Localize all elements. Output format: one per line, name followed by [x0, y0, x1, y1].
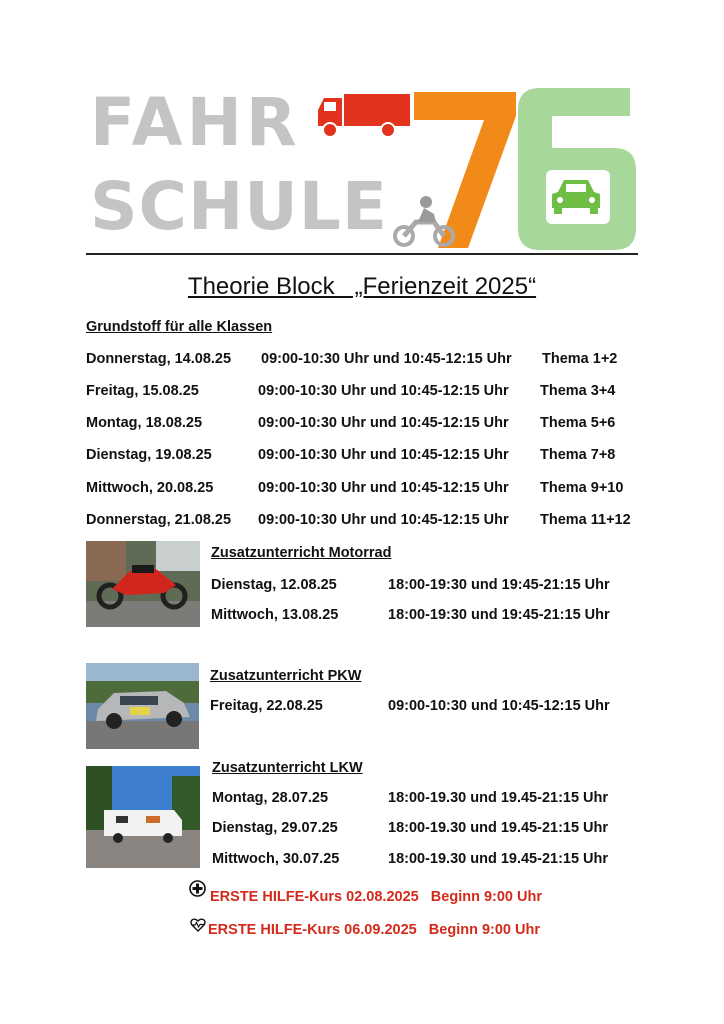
- time-cell: 09:00-10:30 Uhr und 10:45-12:15 Uhr: [258, 512, 509, 528]
- day-cell: Donnerstag, 14.08.25: [86, 351, 232, 367]
- first-aid-course-1: ERSTE HILFE-Kurs 02.08.2025 Beginn 9:00 Uhr: [210, 889, 542, 905]
- header-divider: [86, 253, 638, 255]
- time-cell: 18:00-19.30 und 19.45-21:15 Uhr: [388, 820, 609, 836]
- day-cell: Montag, 18.08.25: [86, 415, 203, 431]
- time-cell: 18:00-19.30 und 19.45-21:15 Uhr: [388, 851, 609, 867]
- day-cell: Mittwoch, 20.08.25: [86, 480, 214, 496]
- page-title: [0, 273, 724, 301]
- pkw-heading: Zusatzunterricht PKW: [210, 668, 362, 684]
- day-cell: Freitag, 15.08.25: [86, 383, 199, 399]
- time-cell: 09:00-10:30 Uhr und 10:45-12:15 Uhr: [258, 480, 509, 496]
- day-cell: Mittwoch, 30.07.25: [212, 851, 340, 867]
- day-cell: Dienstag, 12.08.25: [211, 577, 337, 593]
- logo-word-fahr: FAHR: [90, 84, 301, 161]
- first-aid-course-2: ERSTE HILFE-Kurs 06.09.2025 Beginn 9:00 Uhr: [208, 922, 540, 938]
- motorcycle-photo: [86, 541, 200, 627]
- topic-cell: Thema 9+10: [540, 480, 624, 496]
- logo-number-6: [518, 88, 636, 250]
- logo-word-schule: SCHULE: [90, 168, 388, 245]
- truck-icon: [316, 90, 412, 140]
- car-photo: [86, 663, 199, 749]
- grundstoff-heading: Grundstoff für alle Klassen: [86, 319, 273, 335]
- logo: [86, 84, 638, 250]
- time-cell: 09:00-10:30 Uhr und 10:45-12:15 Uhr: [258, 447, 509, 463]
- lkw-heading: Zusatzunterricht LKW: [212, 760, 363, 776]
- heartbeat-icon: [190, 917, 206, 933]
- day-cell: Montag, 28.07.25: [212, 790, 329, 806]
- day-cell: Mittwoch, 13.08.25: [211, 607, 339, 623]
- time-cell: 09:00-10:30 und 10:45-12:15 Uhr: [388, 698, 610, 714]
- day-cell: Freitag, 22.08.25: [210, 698, 323, 714]
- motorhome-photo: [86, 766, 200, 868]
- time-cell: 09:00-10:30 Uhr und 10:45-12:15 Uhr: [258, 383, 509, 399]
- time-cell: 18:00-19.30 und 19.45-21:15 Uhr: [388, 790, 609, 806]
- motorrad-heading: Zusatzunterricht Motorrad: [211, 545, 392, 561]
- topic-cell: Thema 7+8: [540, 447, 616, 463]
- time-cell: 09:00-10:30 Uhr und 10:45-12:15 Uhr: [258, 415, 509, 431]
- topic-cell: Thema 1+2: [542, 351, 618, 367]
- first-aid-cross-icon: [189, 880, 206, 897]
- day-cell: Dienstag, 19.08.25: [86, 447, 212, 463]
- time-cell: 18:00-19:30 und 19:45-21:15 Uhr: [388, 577, 610, 593]
- time-cell: 18:00-19:30 und 19:45-21:15 Uhr: [388, 607, 610, 623]
- day-cell: Dienstag, 29.07.25: [212, 820, 338, 836]
- time-cell: 09:00-10:30 Uhr und 10:45-12:15 Uhr: [261, 351, 512, 367]
- day-cell: Donnerstag, 21.08.25: [86, 512, 232, 528]
- car-icon: [548, 176, 604, 216]
- topic-cell: Thema 11+12: [540, 512, 631, 528]
- topic-cell: Thema 3+4: [540, 383, 616, 399]
- page-title-text: Theorie Block „Ferienzeit 2025“: [187, 273, 537, 300]
- motorcycle-icon: [392, 192, 456, 248]
- topic-cell: Thema 5+6: [540, 415, 616, 431]
